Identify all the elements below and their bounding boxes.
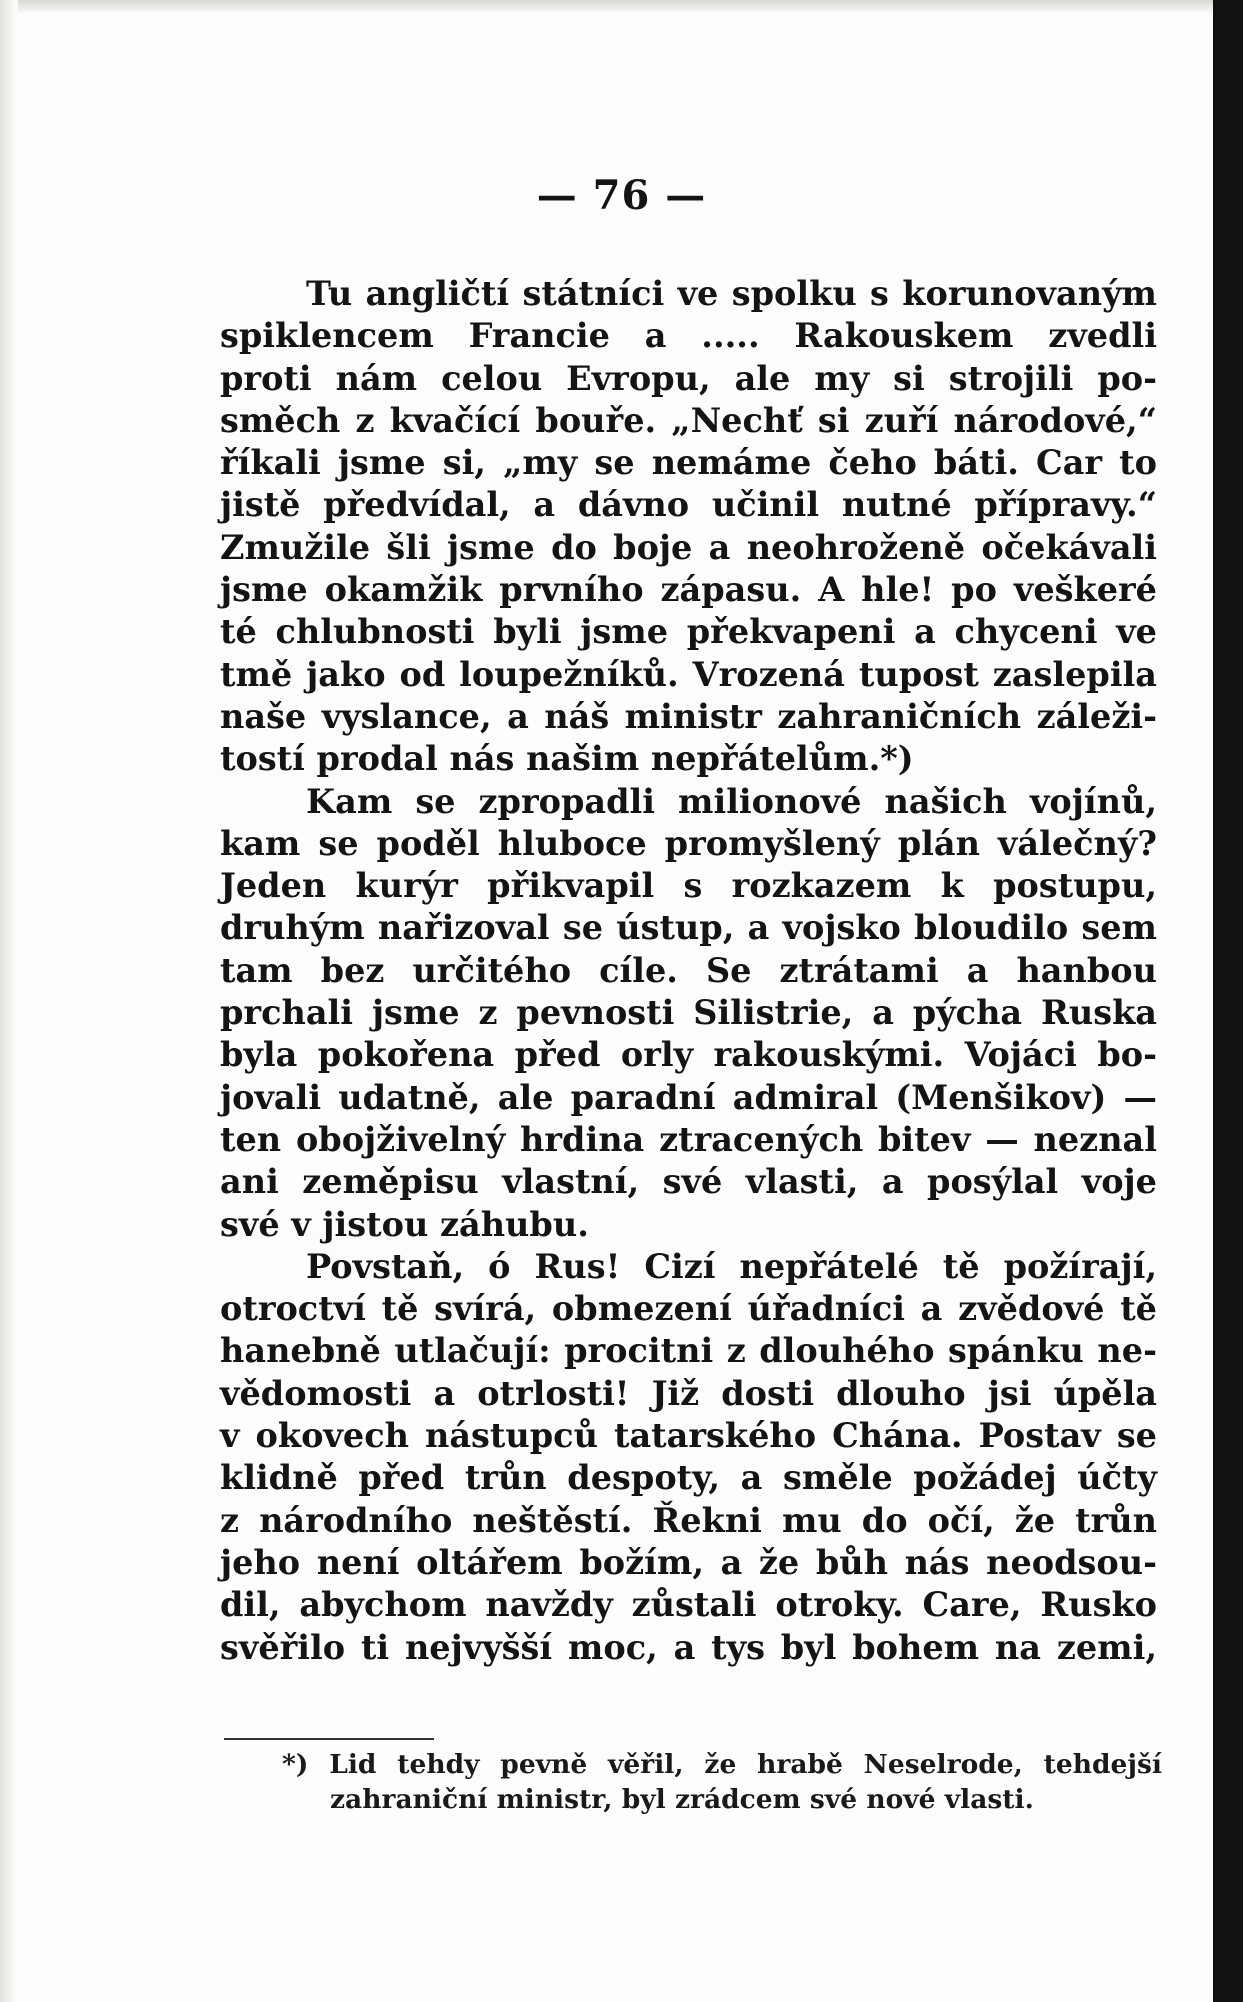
text-line: jistě předvídal, a dávno učinil nutné přípravy.“ xyxy=(220,485,1157,525)
page-top-edge xyxy=(0,0,1243,14)
text-line: vědomosti a otrlosti! Již dosti dlouho jsi úpěla xyxy=(220,1373,1157,1413)
footnote-rule xyxy=(224,1738,434,1740)
text-line: tostí prodal nás našim nepřátelům.*) xyxy=(220,739,914,779)
text-line: otroctví tě svírá, obmezení úřadníci a zvědové tě xyxy=(220,1289,1157,1329)
text-line: v okovech nástupců tatarského Chána. Postav se xyxy=(220,1416,1157,1456)
text-line: ani zeměpisu vlastní, své vlasti, a posýlal voje xyxy=(220,1162,1157,1202)
footnote-line: zahraniční ministr, byl zrádcem své nové vlasti. xyxy=(330,1784,1034,1815)
text-line: směch z kvačící bouře. „Nechť si zuří národové,“ xyxy=(220,400,1157,440)
text-line: naše vyslance, a náš ministr zahraničních záleži- xyxy=(220,696,1157,736)
page-number: — 76 — xyxy=(536,172,707,219)
text-line: svěřilo ti nejvyšší moc, a tys byl bohem na zemi, xyxy=(220,1627,1157,1667)
text-line: říkali jsme si, „my se nemáme čeho báti. Car to xyxy=(220,443,1157,483)
text-line: jeho není oltářem božím, a že bůh nás neodsou- xyxy=(220,1542,1157,1582)
text-line: Kam se zpropadli milionové našich vojínů, xyxy=(306,781,1157,821)
text-line: ten obojživelný hrdina ztracených bitev — neznal xyxy=(220,1119,1157,1159)
text-line: tam bez určitého cíle. Se ztrátami a hanbou xyxy=(220,950,1157,990)
text-line: té chlubnosti byli jsme překvapeni a chyceni ve xyxy=(220,612,1157,652)
text-line: spiklencem Francie a ..... Rakouskem zvedli xyxy=(220,316,1157,356)
text-line: Povstaň, ó Rus! Cizí nepřátelé tě požírají, xyxy=(306,1246,1157,1286)
text-line: proti nám celou Evropu, ale my si strojili po- xyxy=(220,358,1157,398)
body-text xyxy=(220,273,1157,1669)
page-left-edge xyxy=(0,0,18,2002)
page-binding-edge xyxy=(1213,0,1243,2002)
text-line: Zmužile šli jsme do boje a neohroženě očekávali xyxy=(220,527,1157,567)
text-line: dil, abychom navždy zůstali otroky. Care, Rusko xyxy=(220,1585,1157,1625)
text-line: byla pokořena před orly rakouskými. Vojáci bo- xyxy=(220,1035,1157,1075)
text-line: tmě jako od loupežníků. Vrozená tupost zaslepila xyxy=(220,654,1157,694)
text-line: hanebně utlačují: procitni z dlouhého spánku ne- xyxy=(220,1331,1157,1371)
text-line: prchali jsme z pevnosti Silistrie, a pýcha Ruska xyxy=(220,993,1157,1033)
text-line: z národního neštěstí. Řekni mu do očí, že trůn xyxy=(220,1500,1157,1540)
text-line: druhým nařizoval se ústup, a vojsko bloudilo sem xyxy=(220,908,1157,948)
text-line: klidně před trůn despoty, a směle požádej účty xyxy=(220,1458,1157,1498)
text-line: kam se poděl hluboce promyšlený plán válečný? xyxy=(220,823,1157,863)
text-line: Tu angličtí státníci ve spolku s korunovaným xyxy=(306,274,1157,313)
footnote-line: *) Lid tehdy pevně věřil, že hrabě Neselrode, tehdejší xyxy=(282,1749,1162,1780)
text-line: jsme okamžik prvního zápasu. A hle! po veškeré xyxy=(220,570,1157,610)
text-line: jovali udatně, ale paradní admiral (Menšikov) — xyxy=(220,1077,1157,1117)
text-line: své v jistou záhubu. xyxy=(220,1204,589,1244)
footnote xyxy=(282,1747,1162,1817)
text-line: Jeden kurýr přikvapil s rozkazem k postupu, xyxy=(220,866,1157,906)
